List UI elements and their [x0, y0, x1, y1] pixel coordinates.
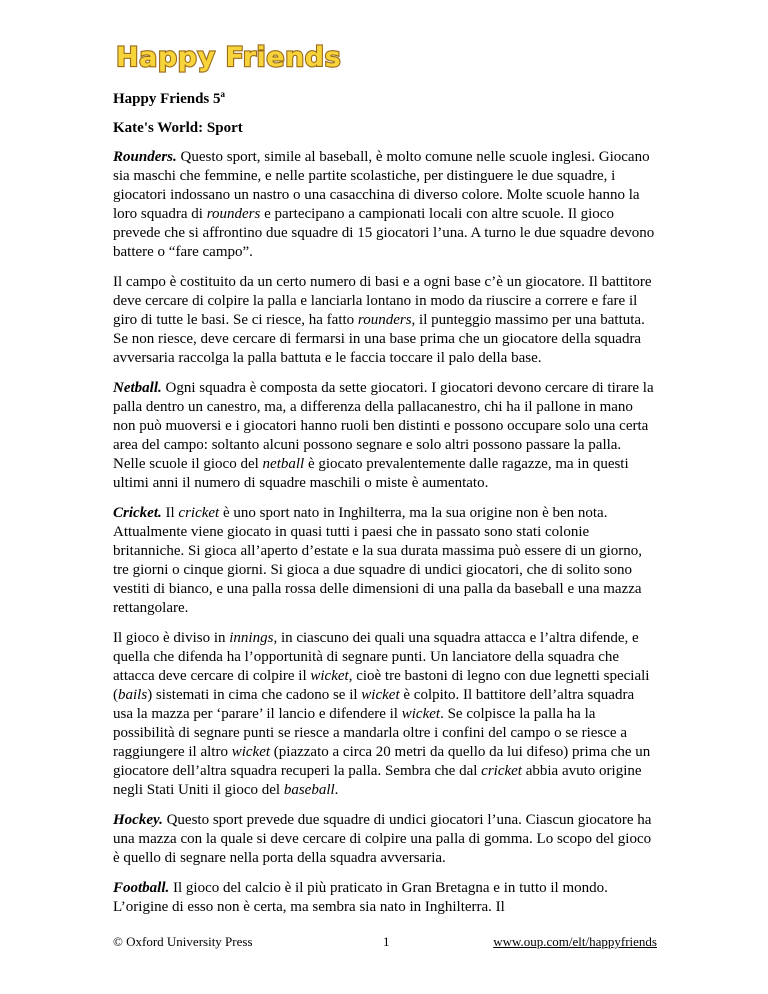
paragraph	[113, 273, 657, 368]
italic-term: baseball	[283, 782, 335, 798]
paragraph-heading: Rounders.	[113, 149, 177, 165]
paragraph	[113, 379, 657, 493]
italic-term: netball	[262, 456, 305, 472]
footer-url-link[interactable]: www.oup.com/elt/happyfriends	[493, 934, 657, 949]
paragraph-text: Questo sport, simile al baseball, è molto comune nelle scuole inglesi. Giocano sia maschi che femmine, e nelle partite scolastiche, per distinguere le due squadre, i giocatori indossano un nastro o una casacchina di diverso colore. Molte scuole hanno la loro squadra di	[113, 149, 650, 222]
book-title	[113, 90, 657, 109]
paragraph	[113, 148, 657, 262]
italic-term: bails	[118, 687, 148, 703]
italic-term: wicket	[231, 744, 271, 760]
book-title-superscript: a	[220, 89, 226, 99]
paragraph-text: Il campo è costituito da un certo numero di basi e a ogni base c’è un giocatore. Il battitore deve cercare di colpire la palla e lanciarla lontano in modo da riuscire a correre e fare il giro di tutte le basi. Se ci riesce, ha fatto	[113, 274, 652, 328]
paragraph-text: (piazzato a circa 20 metri da quello da lui difeso) prima che un giocatore dell’altra squadra recuperi la palla. Sembra che dal	[113, 744, 651, 779]
happy-friends-logo	[113, 38, 343, 74]
paragraph-text: Questo sport prevede due squadre di undici giocatori l’una. Ciascun giocatore ha una mazza con la quale si deve cercare di colpire una palla di gomma. Lo scopo del gioco è quello di segnare nella porta della squadra avversaria.	[113, 812, 652, 866]
italic-term: wicket	[361, 687, 400, 703]
paragraph-text: , il punteggio massimo per una battuta. Se non riesce, deve cercare di fermarsi in una base prima che un giocatore della squadra avversaria raccolga la palla battuta e le faccia toccare il palo della base.	[113, 312, 645, 366]
happy-friends-logo-graphic	[113, 38, 343, 74]
book-title-text: Happy Friends 5	[113, 91, 221, 107]
page-footer	[113, 932, 657, 952]
section-title: Kate's World: Sport	[113, 120, 243, 136]
paragraph-text: è giocato prevalentemente dalle ragazze, ma in questi ultimi anni il numero di squadre maschili o miste è aumentato.	[113, 456, 629, 491]
italic-term: cricket	[178, 505, 220, 521]
paragraph	[113, 879, 657, 917]
paragraph-text: e partecipano a campionati locali con altre scuole. Il gioco prevede che si affrontino due squadre di 15 giocatori l’una. A turno le due squadre devono battere o “fare campo”.	[113, 206, 655, 260]
paragraph-text: . Se colpisce la palla ha la possibilità di segnare punti se riesce a mandarla oltre i confini del campo o se riesce a raggiungere il altro	[113, 706, 627, 760]
footer-copyright: © Oxford University Press	[113, 934, 253, 949]
italic-term: cricket	[481, 763, 522, 779]
italic-term: innings	[229, 630, 274, 646]
paragraph-text: .	[334, 782, 339, 798]
article	[113, 90, 657, 928]
paragraph-text: Ogni squadra è composta da sette giocatori. I giocatori devono cercare di tirare la palla dentro un canestro, ma, a differenza della pallacanestro, chi ha il pallone in mano non può muoversi e i giocatori hanno ruoli ben distinti e possono occupare solo una certa area del campo: soltanto alcuni possono segnare e solo altri possono passare la palla. Nelle scuole il gioco del	[113, 380, 654, 472]
paragraph-text: , in ciascuno dei quali una squadra attacca e l’altra difende, e quella che difenda ha l’opportunità di segnare punti. Un lanciatore della squadra che attacca deve cercare di colpire il	[113, 630, 639, 684]
italic-term: wicket	[401, 706, 441, 722]
italic-term: rounders	[206, 206, 261, 222]
italic-term: wicket	[310, 668, 349, 684]
paragraph-text: Il gioco del calcio è il più praticato in Gran Bretagna e in tutto il mondo. L’origine di esso non è certa, ma sembra sia nato in Inghilterra. Il	[113, 880, 608, 915]
paragraph-text: Il gioco è diviso in	[113, 630, 230, 646]
paragraphs	[113, 148, 657, 917]
paragraph-heading: Hockey.	[113, 812, 163, 828]
paragraph-heading: Football.	[113, 880, 170, 896]
paragraph-text: abbia avuto origine negli Stati Uniti il gioco del	[113, 763, 642, 798]
paragraph-heading: Cricket.	[113, 505, 162, 521]
paragraph-text: è uno sport nato in Inghilterra, ma la sua origine non è ben nota. Attualmente viene giocato in quasi tutti i paesi che in passato sono stati colonie britanniche. Si gioca all’aperto d’estate e la sua durata massima può essere di un giorno, tre giorni o cinque giorni. Si gioca a due squadre di undici giocatori, che di solito sono vestiti di bianco, e una palla rossa delle dimensioni di una palla da baseball e una mazza rettangolare.	[113, 505, 642, 616]
paragraph	[113, 811, 657, 868]
paragraph-heading: Netball.	[113, 380, 162, 396]
paragraph-text: è colpito. Il battitore dell’altra squadra usa la mazza per ‘parare’ il lancio e difendere il	[113, 687, 635, 722]
paragraph-text: ) sistemati in cima che cadono se il	[147, 687, 362, 703]
paragraph	[113, 629, 657, 800]
logo-text: Happy Friends	[116, 42, 342, 73]
paragraph	[113, 504, 657, 618]
paragraph-text: Il	[161, 505, 179, 521]
paragraph-text: , cioè tre bastoni di legno con due legnetti speciali (	[113, 668, 650, 703]
italic-term: rounders	[357, 312, 412, 328]
footer-page-number: 1	[383, 934, 390, 949]
